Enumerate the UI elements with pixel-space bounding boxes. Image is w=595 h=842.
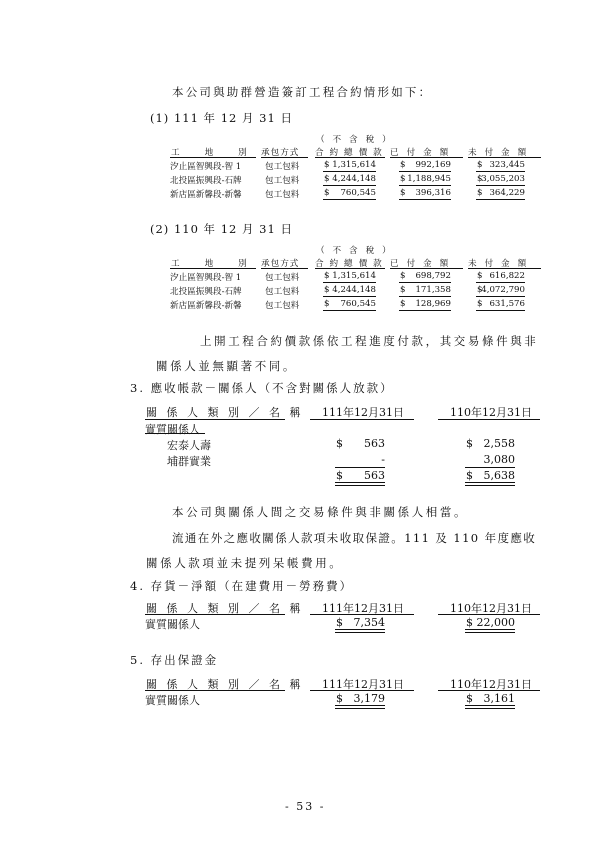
col-date-2022: 111年12月31日: [322, 602, 404, 615]
rule: [323, 185, 376, 186]
col-date-2021: 110年12月31日: [450, 406, 532, 419]
currency: $: [477, 299, 483, 309]
rule: [399, 199, 451, 200]
table-cell-total: 760,545: [340, 299, 376, 309]
rule: [399, 296, 451, 297]
rule: [468, 157, 541, 158]
rule: [476, 310, 525, 311]
currency: $: [400, 160, 406, 170]
rule: [476, 296, 525, 297]
rule: [315, 157, 385, 158]
table-cell-paid: 128,969: [415, 299, 451, 309]
double-rule: [335, 629, 385, 633]
paragraph-line: 關係人款項並未提列呆帳費用。: [146, 556, 344, 570]
rule: [476, 199, 525, 200]
currency: $: [324, 174, 330, 184]
rule: [438, 419, 540, 420]
rule: [145, 614, 285, 615]
table-cell-method: 包工包料: [265, 287, 300, 297]
col-paid: 已 付 金 額: [390, 259, 451, 269]
table-cell-unpaid: 631,576: [489, 299, 525, 309]
rule: [438, 614, 540, 615]
currency: $: [477, 174, 483, 184]
group-label: 實質關係人: [145, 423, 200, 436]
rule: [170, 157, 256, 158]
table-cell-name: 實質關係人: [145, 694, 200, 707]
double-rule: [465, 482, 515, 486]
col-unpaid: 未 付 金 額: [468, 259, 529, 269]
currency: $: [324, 299, 330, 309]
paragraph-line: 本公司與關係人間之交易條件與非關係人相當。: [172, 505, 469, 519]
table-cell-value-2022: 7,354: [353, 616, 385, 629]
table-cell-site: 汐止區智興段-智 1: [170, 273, 242, 283]
table-cell-total: 1,315,614: [332, 160, 376, 170]
rule: [323, 296, 376, 297]
table-cell-value-2022: 563: [364, 437, 385, 450]
table-cell-name: 埔群實業: [167, 455, 211, 468]
currency: $: [466, 616, 473, 629]
currency: $: [324, 188, 330, 198]
rule: [465, 467, 515, 468]
currency: $: [324, 271, 330, 281]
rule: [390, 157, 463, 158]
rule: [323, 282, 376, 283]
double-rule: [465, 629, 515, 633]
table-cell-name: 宏泰人壽: [167, 439, 211, 452]
table-cell-total: 4,244,148: [332, 285, 376, 295]
table-cell-total: 760,545: [340, 188, 376, 198]
table-cell-site: 北投區振興段-石牌: [170, 176, 242, 186]
col-total: 合 約 總 價 款: [315, 148, 384, 158]
table-cell-method: 包工包料: [265, 176, 300, 186]
rule: [390, 268, 463, 269]
table-cell-method: 包工包料: [265, 273, 300, 283]
currency: $: [400, 174, 406, 184]
section-title: 4. 存貨－淨額（在建費用－勞務費）: [130, 579, 354, 593]
table-cell-unpaid: 364,229: [489, 188, 525, 198]
rule: [323, 171, 376, 172]
currency: $: [400, 299, 406, 309]
rule: [261, 268, 308, 269]
currency: $: [336, 692, 343, 705]
col-related-party: 關 係 人 類 別 ／ 名 稱: [146, 678, 304, 691]
contract-heading-2022: (1) 111 年 12 月 31 日: [150, 111, 293, 125]
paragraph-line: 上開工程合約價款係依工程進度付款，其交易條件與非: [200, 334, 539, 348]
col-paid: 已 付 金 額: [390, 148, 451, 158]
col-date-2022: 111年12月31日: [322, 406, 404, 419]
rule: [310, 419, 414, 420]
double-rule: [465, 705, 515, 709]
table-cell-site: 北投區振興段-石牌: [170, 287, 242, 297]
currency: $: [324, 160, 330, 170]
table-cell-unpaid: 323,445: [489, 160, 525, 170]
table-cell-value-2022: 3,179: [353, 692, 385, 705]
total-2021: 5,638: [483, 469, 515, 482]
section-title: 5. 存出保證金: [130, 653, 219, 667]
col-method: 承包方式: [261, 148, 300, 158]
rule: [476, 185, 525, 186]
rule: [310, 614, 414, 615]
col-unpaid: 未 付 金 額: [468, 148, 529, 158]
col-total: 合 約 總 價 款: [315, 259, 384, 269]
rule: [399, 310, 451, 311]
currency: $: [336, 437, 343, 450]
rule: [438, 690, 540, 691]
table-cell-name: 實質關係人: [145, 618, 200, 631]
rule: [323, 310, 376, 311]
rule: [310, 690, 414, 691]
rule: [399, 185, 451, 186]
contract-heading-2021: (2) 110 年 12 月 31 日: [150, 222, 293, 236]
table-cell-value-2022: -: [381, 453, 385, 466]
table-cell-value-2021: 3,161: [483, 692, 515, 705]
table-cell-paid: 171,358: [415, 285, 451, 295]
table-cell-unpaid: 616,822: [489, 271, 525, 281]
table-cell-value-2021: 3,080: [483, 453, 515, 466]
currency: $: [466, 469, 473, 482]
rule: [323, 199, 376, 200]
currency: $: [477, 188, 483, 198]
rule: [145, 433, 205, 434]
rule: [170, 268, 256, 269]
table-cell-paid: 698,792: [415, 271, 451, 281]
currency: $: [336, 616, 343, 629]
double-rule: [335, 705, 385, 709]
table-cell-unpaid: 4,072,790: [481, 285, 525, 295]
rule: [468, 268, 541, 269]
currency: $: [477, 271, 483, 281]
section-title: 3. 應收帳款－關係人（不含對關係人放款）: [130, 381, 394, 395]
col-method: 承包方式: [261, 259, 300, 269]
col-site: 工 地 別: [171, 259, 250, 269]
table-cell-method: 包工包料: [265, 162, 300, 172]
table-cell-paid: 396,316: [415, 188, 451, 198]
paragraph-line: 流通在外之應收關係人款項未收取保證。111 及 110 年度應收: [172, 531, 537, 545]
col-related-party: 關 係 人 類 別 ／ 名 稱: [146, 406, 304, 419]
currency: $: [336, 469, 343, 482]
table-cell-value-2021: 22,000: [476, 616, 515, 629]
col-date-2021: 110年12月31日: [450, 602, 532, 615]
currency: $: [400, 188, 406, 198]
table-cell-paid: 1,188,945: [407, 174, 451, 184]
table-cell-site: 新店區新馨段-新馨: [170, 190, 242, 200]
col-related-party: 關 係 人 類 別 ／ 名 稱: [146, 602, 304, 615]
currency: $: [466, 437, 473, 450]
table-cell-paid: 992,169: [415, 160, 451, 170]
table-cell-method: 包工包料: [265, 301, 300, 311]
table-cell-site: 新店區新馨段-新馨: [170, 301, 242, 311]
paragraph-line: 關係人並無顯著不同。: [156, 359, 297, 373]
col-site: 工 地 別: [171, 148, 250, 158]
double-rule: [335, 482, 385, 486]
rule: [476, 171, 525, 172]
intro-text: 本公司與助群營造簽訂工程合約情形如下：: [172, 85, 433, 99]
currency: $: [400, 285, 406, 295]
table-cell-total: 4,244,148: [332, 174, 376, 184]
rule: [145, 690, 285, 691]
table-cell-value-2021: 2,558: [483, 437, 515, 450]
rule: [261, 157, 308, 158]
rule: [399, 171, 451, 172]
currency: $: [324, 285, 330, 295]
tax-note: （ 不 含 稅 ）: [316, 135, 394, 145]
rule: [335, 467, 385, 468]
table-cell-total: 1,315,614: [332, 271, 376, 281]
total-2022: 563: [364, 469, 385, 482]
table-cell-unpaid: 3,055,203: [481, 174, 525, 184]
currency: $: [400, 271, 406, 281]
tax-note: （ 不 含 稅 ）: [316, 246, 394, 256]
rule: [399, 282, 451, 283]
page-number: - 53 -: [285, 800, 326, 813]
rule: [476, 282, 525, 283]
currency: $: [477, 160, 483, 170]
rule: [145, 419, 285, 420]
table-cell-site: 汐止區智興段-智 1: [170, 162, 242, 172]
rule: [315, 268, 385, 269]
currency: $: [466, 692, 473, 705]
col-date-2022: 111年12月31日: [322, 678, 404, 691]
currency: $: [477, 285, 483, 295]
table-cell-method: 包工包料: [265, 190, 300, 200]
col-date-2021: 110年12月31日: [450, 678, 532, 691]
